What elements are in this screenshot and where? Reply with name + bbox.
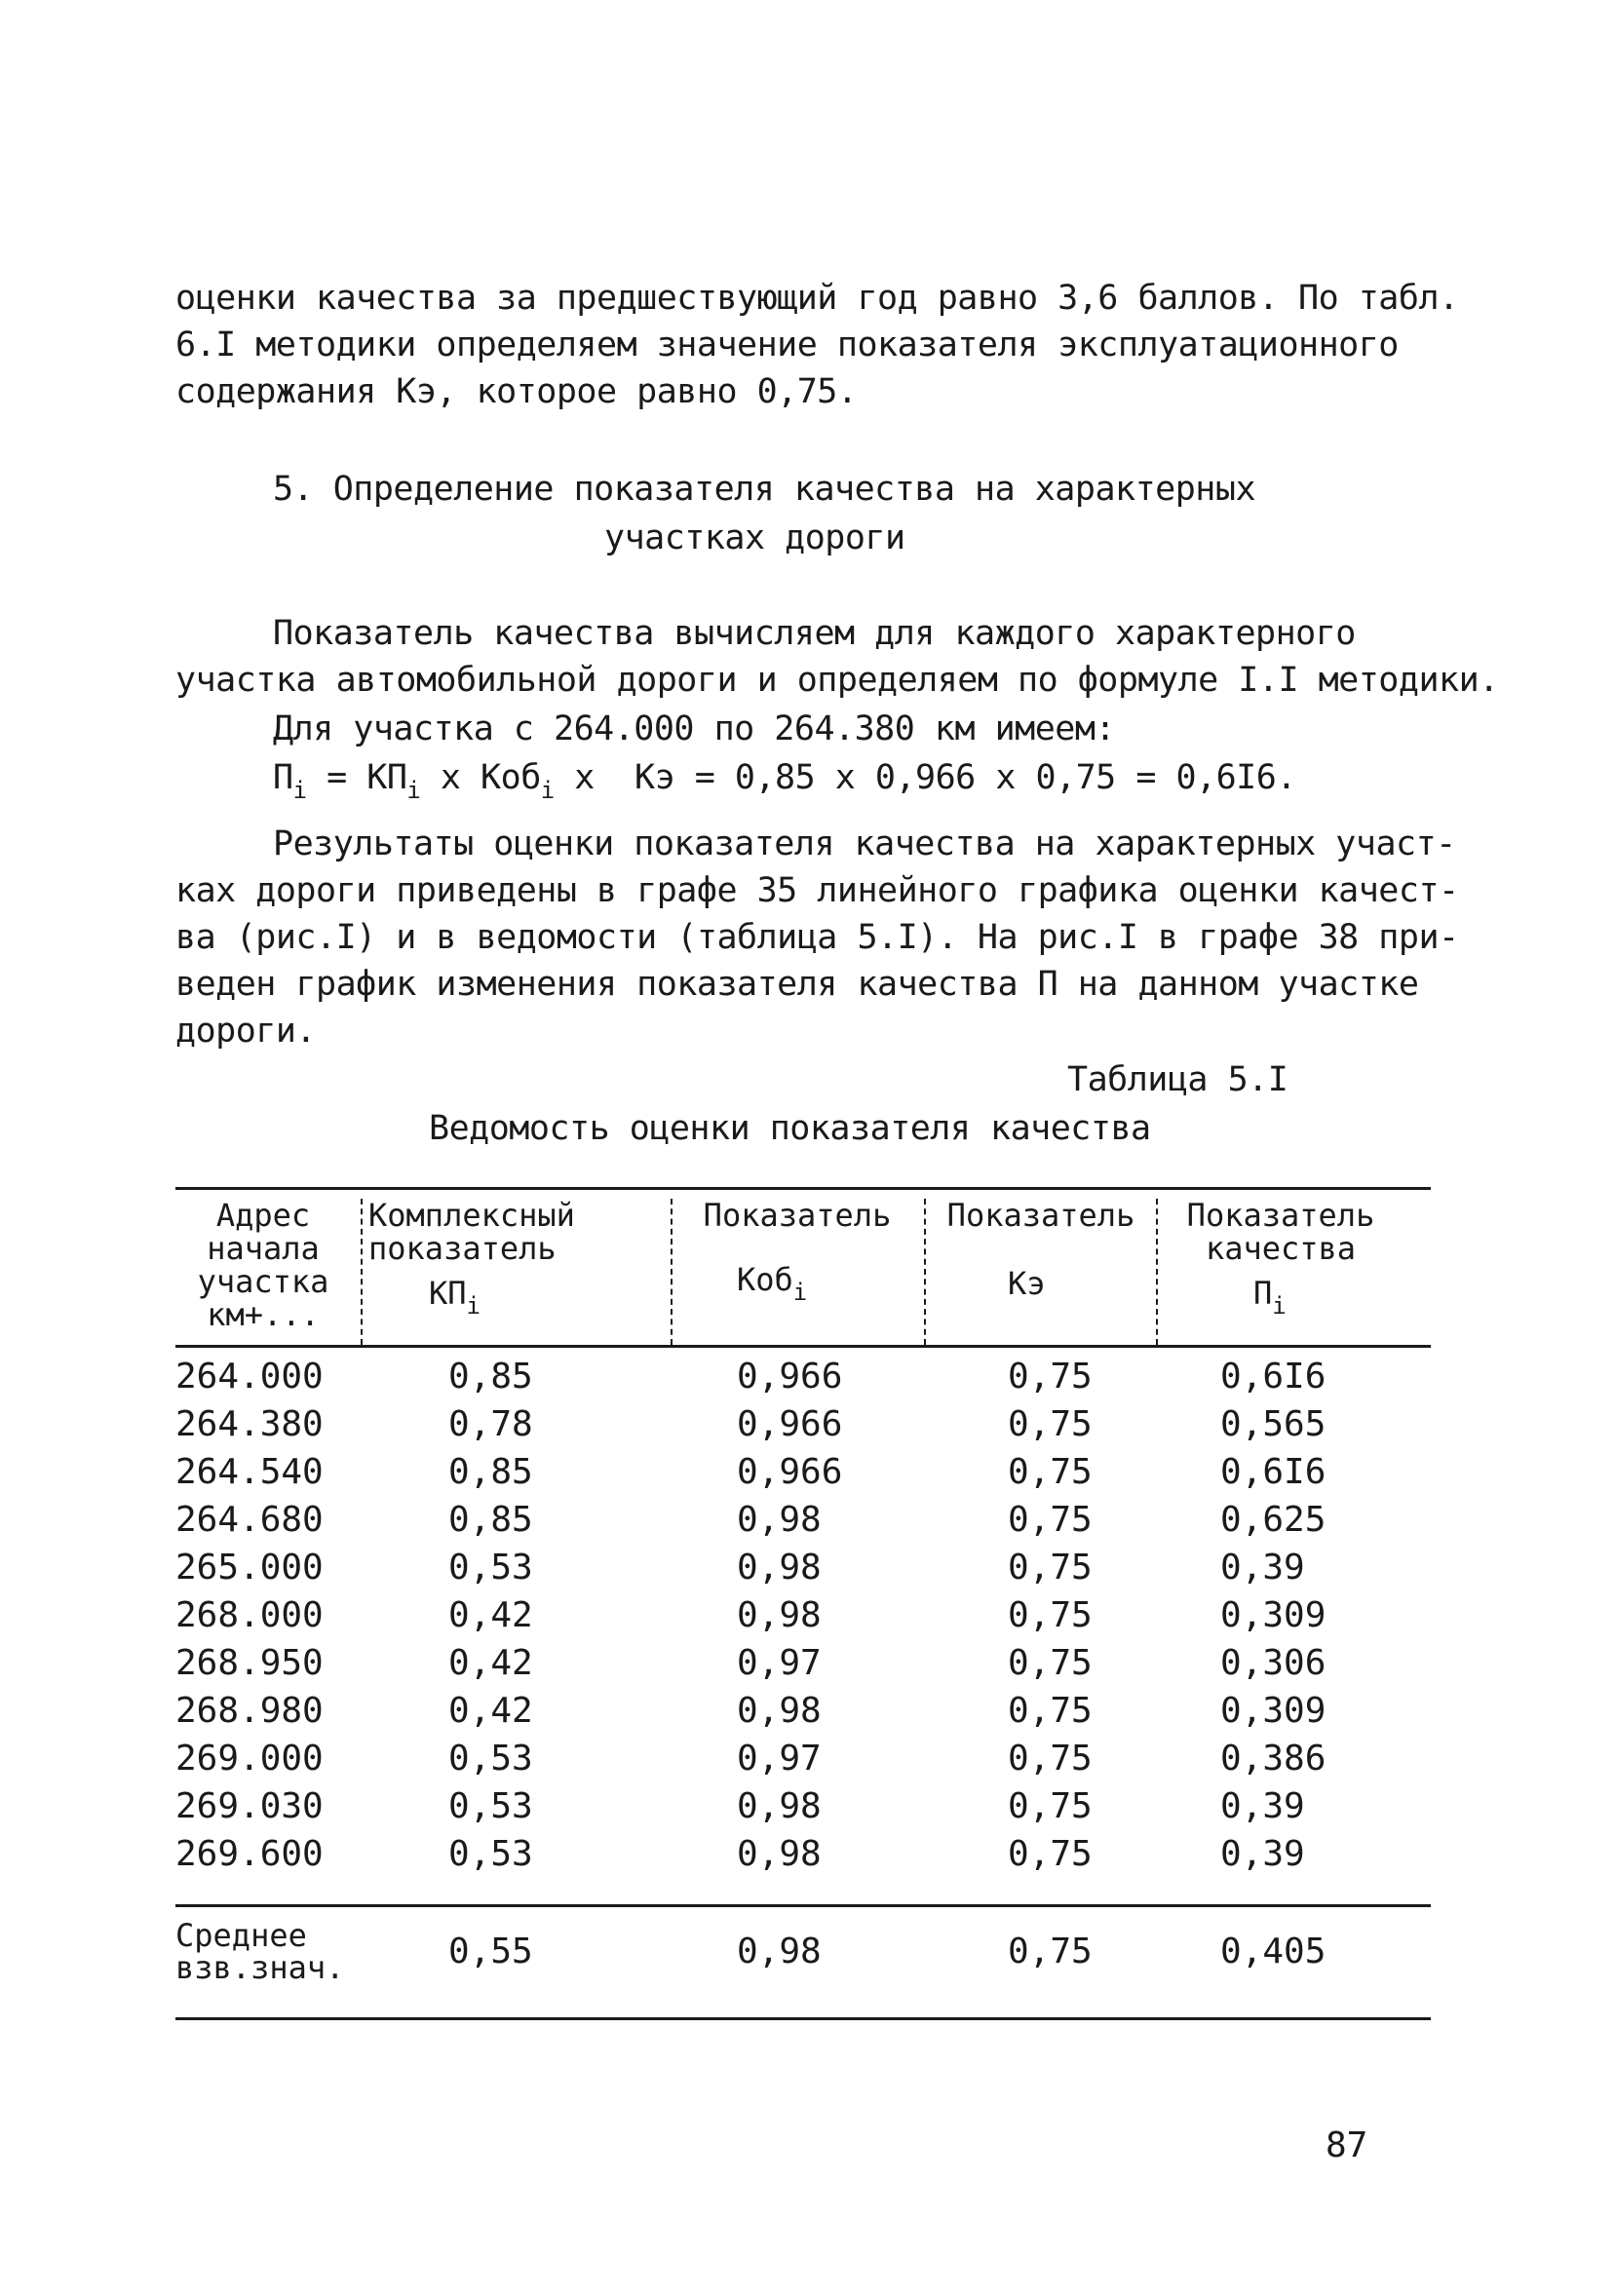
- cell-ke: 0,75: [1008, 1643, 1093, 1683]
- cell-address: 269.000: [175, 1739, 324, 1779]
- cell-ke: 0,75: [1008, 1500, 1093, 1540]
- header-complex: Комплексный показатель: [368, 1197, 575, 1267]
- cell-complex: 0,85: [448, 1452, 533, 1492]
- paragraph3-line2: ках дороги приведены в графе 35 линейного графика оценки качест-: [175, 871, 1459, 910]
- header-quality: Показатель качества: [1186, 1197, 1375, 1267]
- paragraph2-line3: Для участка с 264.000 по 264.380 км имеем:: [273, 709, 1116, 748]
- paragraph1-line2: 6.I методики определяем значение показателя эксплуатационного: [175, 325, 1399, 364]
- cell-ke: 0,75: [1008, 1357, 1093, 1397]
- cell-address: 268.980: [175, 1691, 324, 1731]
- cell-quality: 0,309: [1220, 1595, 1327, 1635]
- cell-quality: 0,565: [1220, 1404, 1327, 1444]
- kob-sym-index: i: [792, 1279, 808, 1306]
- cell-ke: 0,75: [1008, 1834, 1093, 1874]
- cell-address: 268.000: [175, 1595, 324, 1635]
- cell-complex: 0,53: [448, 1739, 533, 1779]
- cell-ke: 0,75: [1008, 1452, 1093, 1492]
- cell-complex: 0,78: [448, 1404, 533, 1444]
- cell-address: 269.600: [175, 1834, 324, 1874]
- cell-kob: 0,98: [737, 1834, 822, 1874]
- formula: [273, 754, 1296, 804]
- header-address: Адрес начала участка км+...: [197, 1197, 329, 1333]
- average-label: Среднее взв.знач.: [175, 1917, 345, 1986]
- cell-quality: 0,39: [1220, 1548, 1305, 1588]
- cell-quality: 0,309: [1220, 1691, 1327, 1731]
- paragraph1-line3: содержания Кэ, которое равно 0,75.: [175, 372, 858, 411]
- page-number: 87: [1326, 2125, 1368, 2165]
- cell-address: 265.000: [175, 1548, 324, 1588]
- cell-quality: 0,625: [1220, 1500, 1327, 1540]
- cell-quality: 0,39: [1220, 1786, 1305, 1826]
- paragraph1-line1: оценки качества за предшествующий год равно 3,6 баллов. По табл.: [175, 279, 1459, 318]
- quality-sym: П: [1253, 1275, 1273, 1312]
- header-complex-symbol: [429, 1275, 481, 1320]
- formula-index-3: i: [540, 777, 555, 804]
- cell-ke: 0,75: [1008, 1786, 1093, 1826]
- paragraph2-line1: Показатель качества вычисляем для каждого характерного: [273, 614, 1356, 653]
- formula-rest: х Кэ = 0,85 х 0,966 х 0,75 = 0,6I6.: [554, 758, 1296, 797]
- table-label: Таблица 5.I: [1067, 1060, 1288, 1099]
- cell-quality: 0,6I6: [1220, 1357, 1327, 1397]
- paragraph3-line4: веден график изменения показателя качества П на данном участке: [175, 965, 1419, 1004]
- cell-quality: 0,306: [1220, 1643, 1327, 1683]
- cell-address: 269.030: [175, 1786, 324, 1826]
- cell-kob: 0,98: [737, 1786, 822, 1826]
- cell-address: 264.380: [175, 1404, 324, 1444]
- cell-kob: 0,966: [737, 1452, 843, 1492]
- complex-sym: КП: [429, 1275, 467, 1312]
- cell-ke: 0,75: [1008, 1691, 1093, 1731]
- header-separator-2: [671, 1199, 673, 1345]
- header-kob: Показатель: [703, 1197, 892, 1234]
- average-complex: 0,55: [448, 1932, 533, 1971]
- cell-kob: 0,97: [737, 1643, 822, 1683]
- formula-kp: = КП: [306, 758, 407, 797]
- average-ke: 0,75: [1008, 1932, 1093, 1971]
- formula-p: П: [273, 758, 293, 797]
- header-kob-symbol: [737, 1261, 808, 1306]
- cell-ke: 0,75: [1008, 1404, 1093, 1444]
- cell-kob: 0,966: [737, 1404, 843, 1444]
- header-separator-4: [1156, 1199, 1158, 1345]
- cell-kob: 0,97: [737, 1739, 822, 1779]
- cell-address: 268.950: [175, 1643, 324, 1683]
- table-average-rule: [175, 1904, 1431, 1907]
- paragraph2-line2: участка автомобильной дороги и определяем по формуле I.I методики.: [175, 661, 1499, 700]
- paragraph3-line5: дороги.: [175, 1012, 317, 1051]
- header-quality-symbol: [1253, 1275, 1287, 1320]
- cell-complex: 0,85: [448, 1500, 533, 1540]
- cell-quality: 0,386: [1220, 1739, 1327, 1779]
- quality-sym-index: i: [1272, 1292, 1287, 1320]
- average-quality: 0,405: [1220, 1932, 1327, 1971]
- header-ke: Показатель: [946, 1197, 1135, 1234]
- table-top-rule: [175, 1187, 1431, 1190]
- paragraph3-line3: ва (рис.I) и в ведомости (таблица 5.I). На рис.I в графе 38 при-: [175, 918, 1459, 957]
- cell-quality: 0,6I6: [1220, 1452, 1327, 1492]
- cell-address: 264.000: [175, 1357, 324, 1397]
- cell-kob: 0,98: [737, 1595, 822, 1635]
- cell-complex: 0,53: [448, 1834, 533, 1874]
- cell-ke: 0,75: [1008, 1548, 1093, 1588]
- cell-ke: 0,75: [1008, 1595, 1093, 1635]
- cell-complex: 0,42: [448, 1691, 533, 1731]
- cell-complex: 0,42: [448, 1595, 533, 1635]
- cell-complex: 0,42: [448, 1643, 533, 1683]
- formula-index-1: i: [292, 777, 307, 804]
- cell-quality: 0,39: [1220, 1834, 1305, 1874]
- header-ke-symbol: Кэ: [1008, 1265, 1046, 1302]
- cell-address: 264.540: [175, 1452, 324, 1492]
- complex-sym-index: i: [466, 1292, 481, 1320]
- cell-complex: 0,53: [448, 1548, 533, 1588]
- average-kob: 0,98: [737, 1932, 822, 1971]
- cell-complex: 0,53: [448, 1786, 533, 1826]
- cell-kob: 0,966: [737, 1357, 843, 1397]
- cell-address: 264.680: [175, 1500, 324, 1540]
- table-header-rule: [175, 1345, 1431, 1348]
- header-separator-1: [361, 1199, 363, 1345]
- section-heading-line1: 5. Определение показателя качества на характерных: [273, 470, 1256, 509]
- cell-kob: 0,98: [737, 1500, 822, 1540]
- section-heading-line2: участках дороги: [604, 518, 905, 557]
- cell-complex: 0,85: [448, 1357, 533, 1397]
- formula-index-2: i: [406, 777, 421, 804]
- formula-kob: х Коб: [420, 758, 541, 797]
- cell-kob: 0,98: [737, 1691, 822, 1731]
- cell-ke: 0,75: [1008, 1739, 1093, 1779]
- cell-kob: 0,98: [737, 1548, 822, 1588]
- table-bottom-rule: [175, 2017, 1431, 2020]
- kob-sym: Коб: [737, 1261, 793, 1298]
- table-title: Ведомость оценки показателя качества: [429, 1109, 1151, 1148]
- paragraph3-line1: Результаты оценки показателя качества на характерных участ-: [273, 824, 1456, 863]
